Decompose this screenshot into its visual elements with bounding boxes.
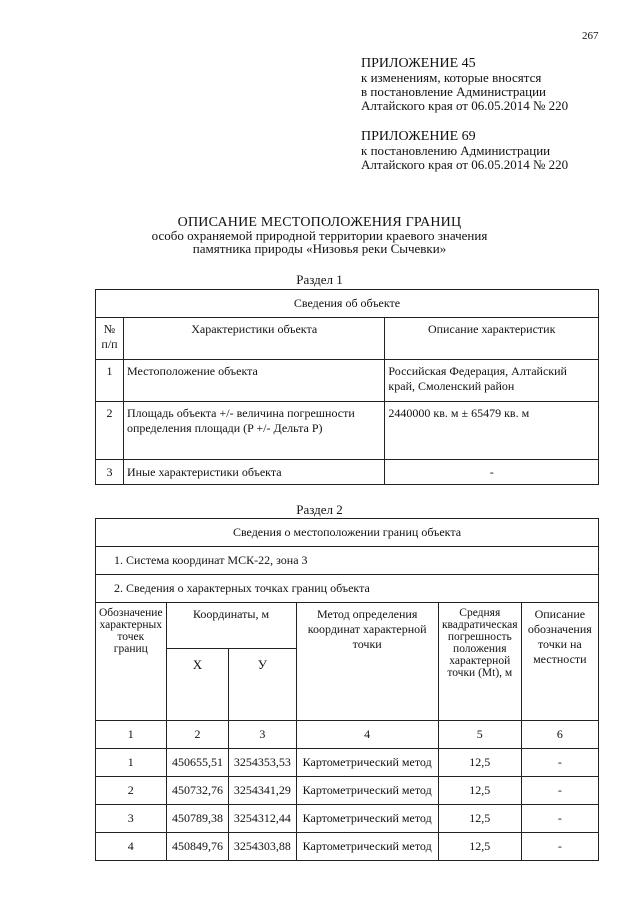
title-line-3: памятника природы «Низовья реки Сычевки» [192,241,447,256]
point-x: 450732,76 [166,777,229,805]
point-y: 3254353,53 [229,749,296,777]
appendix-45-heading: ПРИЛОЖЕНИЕ 45 [361,56,476,71]
point-x: 450789,38 [166,805,229,833]
page-number: 267 [582,30,599,42]
object-info-title: Сведения об объекте [96,290,599,318]
title-line-2: особо охраняемой природной территории краевого значения [151,228,488,243]
characteristic-points-line: 2. Сведения о характерных точках границ объекта [96,575,599,603]
object-info-table [95,289,599,485]
column-number: 6 [521,721,598,749]
appendix-69-line: Алтайского края от 06.05.2014 № 220 [361,157,569,172]
section-1-label: Раздел 1 [296,272,343,287]
point-description: - [521,749,598,777]
column-number: 1 [96,721,167,749]
header-x: X [166,649,229,721]
header-description: Описание характеристик [385,318,599,360]
appendix-45-line: Алтайского края от 06.05.2014 № 220 [361,98,569,113]
point-method: Картометрический метод [296,777,438,805]
column-number: 5 [438,721,521,749]
appendix-69-line: к постановлению Администрации [361,143,551,158]
row-number: 2 [96,402,124,460]
row-number: 3 [96,460,124,485]
point-x: 450849,76 [166,833,229,861]
point-y: 3254341,29 [229,777,296,805]
point-number: 2 [96,777,167,805]
point-description: - [521,833,598,861]
row-characteristic: Иные характеристики объекта [123,460,384,485]
appendix-45-line: к изменениям, которые вносятся [361,70,542,85]
boundary-table-title: Сведения о местоположении границ объекта [96,519,599,547]
appendix-45-block [361,57,568,113]
point-error: 12,5 [438,749,521,777]
appendix-69-heading: ПРИЛОЖЕНИЕ 69 [361,129,476,144]
column-number: 2 [166,721,229,749]
row-number: 1 [96,360,124,402]
section-2-label: Раздел 2 [296,502,343,517]
point-error: 12,5 [438,805,521,833]
column-number: 4 [296,721,438,749]
row-description: 2440000 кв. м ± 65479 кв. м [385,402,599,460]
document-title [0,216,639,255]
title-line-1: ОПИСАНИЕ МЕСТОПОЛОЖЕНИЯ ГРАНИЦ [177,215,462,230]
point-y: 3254312,44 [229,805,296,833]
row-characteristic: Площадь объекта +/- величина погрешности определения площади (P +/- Дельта P) [123,402,384,460]
header-characteristic: Характеристики объекта [123,318,384,360]
point-error: 12,5 [438,833,521,861]
header-point-description: Описание обозначения точки на местности [521,603,598,721]
appendix-45-line: в постановление Администрации [361,84,547,99]
boundary-points-table [95,518,599,861]
appendix-69-block [361,130,568,172]
header-coordinates: Координаты, м [166,603,296,649]
point-error: 12,5 [438,777,521,805]
point-method: Картометрический метод [296,833,438,861]
row-description: Российская Федерация, Алтайский край, Смоленский район [385,360,599,402]
point-description: - [521,777,598,805]
row-characteristic: Местоположение объекта [123,360,384,402]
point-number: 4 [96,833,167,861]
header-y: У [229,649,296,721]
header-designation: Обозначение характерных точек границ [96,603,167,721]
point-method: Картометрический метод [296,749,438,777]
point-description: - [521,805,598,833]
point-method: Картометрический метод [296,805,438,833]
column-number: 3 [229,721,296,749]
point-number: 3 [96,805,167,833]
row-description: - [385,460,599,485]
point-x: 450655,51 [166,749,229,777]
point-y: 3254303,88 [229,833,296,861]
header-method: Метод определения координат характерной точки [296,603,438,721]
header-number: № п/п [96,318,124,360]
coordinate-system-line: 1. Система координат МСК-22, зона 3 [96,547,599,575]
header-error: Средняя квадратическая погрешность положения характерной точки (Mt), м [438,603,521,721]
point-number: 1 [96,749,167,777]
